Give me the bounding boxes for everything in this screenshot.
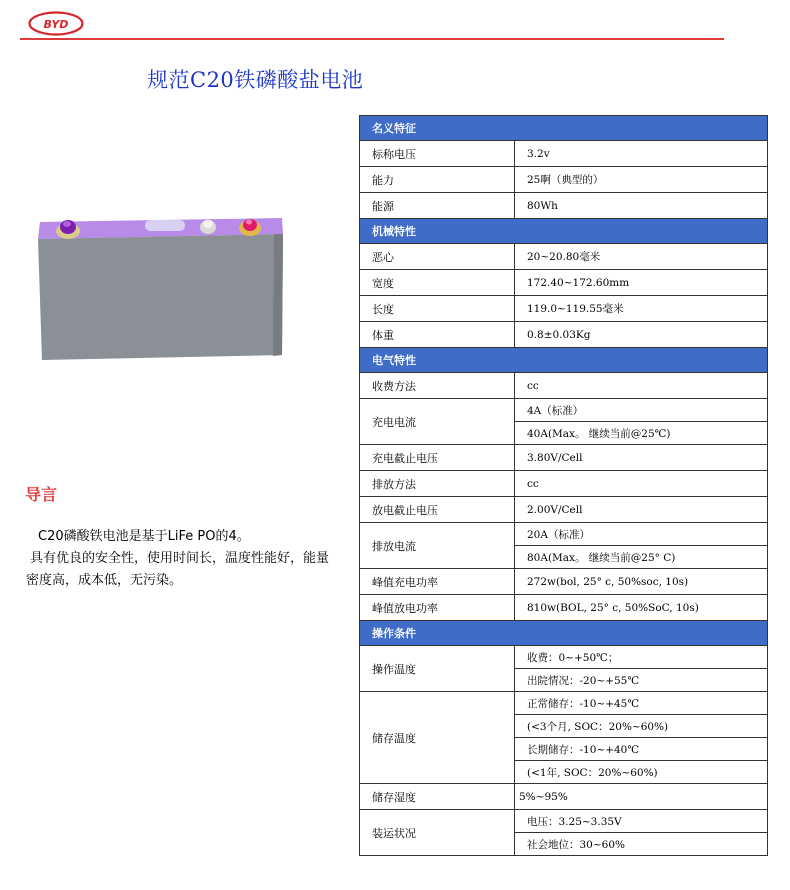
spec-value: (<3个月, SOC：20%~60%) <box>515 715 768 738</box>
spec-value: 119.0~119.55毫米 <box>515 296 768 322</box>
spec-label: 储存湿度 <box>360 784 515 810</box>
spec-value: 3.80V/Cell <box>515 445 768 471</box>
table-row <box>360 296 768 322</box>
section-title: 机械特性 <box>360 219 768 244</box>
table-row <box>360 810 768 833</box>
spec-value: 172.40~172.60mm <box>515 270 768 296</box>
spec-value: (<1年, SOC：20%~60%) <box>515 761 768 784</box>
spec-label: 操作温度 <box>360 646 515 692</box>
spec-table <box>359 115 768 856</box>
spec-label: 宽度 <box>360 270 515 296</box>
intro-line: C20磷酸铁电池是基于LiFe PO的4。 <box>38 529 250 544</box>
table-row <box>360 595 768 621</box>
spec-label: 储存温度 <box>360 692 515 784</box>
table-row <box>360 445 768 471</box>
spec-value: 电压：3.25~3.35V <box>515 810 768 833</box>
spec-value: 社会地位：30~60% <box>515 833 768 856</box>
section-header-operating <box>360 621 768 646</box>
byd-logo <box>28 11 84 36</box>
spec-label: 装运状况 <box>360 810 515 856</box>
spec-value: cc <box>515 373 768 399</box>
spec-label: 恶心 <box>360 244 515 270</box>
spec-value: 20A（标准） <box>515 523 768 546</box>
spec-value: 80A(Max。 继续当前@25° C) <box>515 546 768 569</box>
table-row <box>360 244 768 270</box>
spec-label: 排放方法 <box>360 471 515 497</box>
spec-value: 5%~95% <box>515 784 768 810</box>
section-title: 操作条件 <box>360 621 768 646</box>
table-row <box>360 784 768 810</box>
spec-value: 0.8±0.03Kg <box>515 322 768 348</box>
intro-line: 具有优良的安全性，使用时间长，温度性能好，能量 <box>30 551 330 566</box>
section-title: 电气特性 <box>360 348 768 373</box>
table-row <box>360 193 768 219</box>
spec-label: 峰值放电功率 <box>360 595 515 621</box>
table-row <box>360 471 768 497</box>
section-header-nominal <box>360 116 768 141</box>
table-row <box>360 270 768 296</box>
spec-value: 出院情况：-20~+55℃ <box>515 669 768 692</box>
table-row <box>360 373 768 399</box>
spec-label: 峰值充电功率 <box>360 569 515 595</box>
spec-label: 能源 <box>360 193 515 219</box>
spec-value: 3.2v <box>515 141 768 167</box>
spec-value: 25啊（典型的） <box>515 167 768 193</box>
spec-label: 充电电流 <box>360 399 515 445</box>
table-row <box>360 497 768 523</box>
table-row <box>360 569 768 595</box>
table-row <box>360 141 768 167</box>
table-row <box>360 692 768 715</box>
table-row <box>360 167 768 193</box>
table-row <box>360 399 768 422</box>
spec-label: 排放电流 <box>360 523 515 569</box>
spec-value: 272w(bol, 25° c, 50%soc, 10s) <box>515 569 768 595</box>
table-row <box>360 523 768 546</box>
spec-value: 4A（标准） <box>515 399 768 422</box>
page-title: 规范C20铁磷酸盐电池 <box>147 68 364 92</box>
spec-label: 长度 <box>360 296 515 322</box>
spec-label: 能力 <box>360 167 515 193</box>
battery-illustration <box>30 205 292 365</box>
table-row <box>360 322 768 348</box>
spec-label: 充电截止电压 <box>360 445 515 471</box>
spec-label: 放电截止电压 <box>360 497 515 523</box>
section-header-mechanical <box>360 219 768 244</box>
table-row <box>360 646 768 669</box>
spec-value: 80Wh <box>515 193 768 219</box>
intro-heading: 导言 <box>25 485 58 504</box>
spec-value: 收费：0~+50℃； <box>515 646 768 669</box>
spec-value: 长期储存：-10~+40℃ <box>515 738 768 761</box>
spec-value: 20~20.80毫米 <box>515 244 768 270</box>
spec-label: 体重 <box>360 322 515 348</box>
spec-value: cc <box>515 471 768 497</box>
spec-value: 2.00V/Cell <box>515 497 768 523</box>
spec-label: 标称电压 <box>360 141 515 167</box>
section-title: 名义特征 <box>360 116 768 141</box>
intro-line: 密度高，成本低，无污染。 <box>26 573 183 588</box>
logo-text: BYD <box>43 18 69 31</box>
intro-text <box>26 526 356 592</box>
spec-value: 40A(Max。 继续当前@25℃) <box>515 422 768 445</box>
spec-label: 收费方法 <box>360 373 515 399</box>
section-header-electrical <box>360 348 768 373</box>
spec-value: 810w(BOL, 25° c, 50%SoC, 10s) <box>515 595 768 621</box>
spec-value: 正常储存：-10~+45℃ <box>515 692 768 715</box>
header-divider <box>20 38 724 40</box>
